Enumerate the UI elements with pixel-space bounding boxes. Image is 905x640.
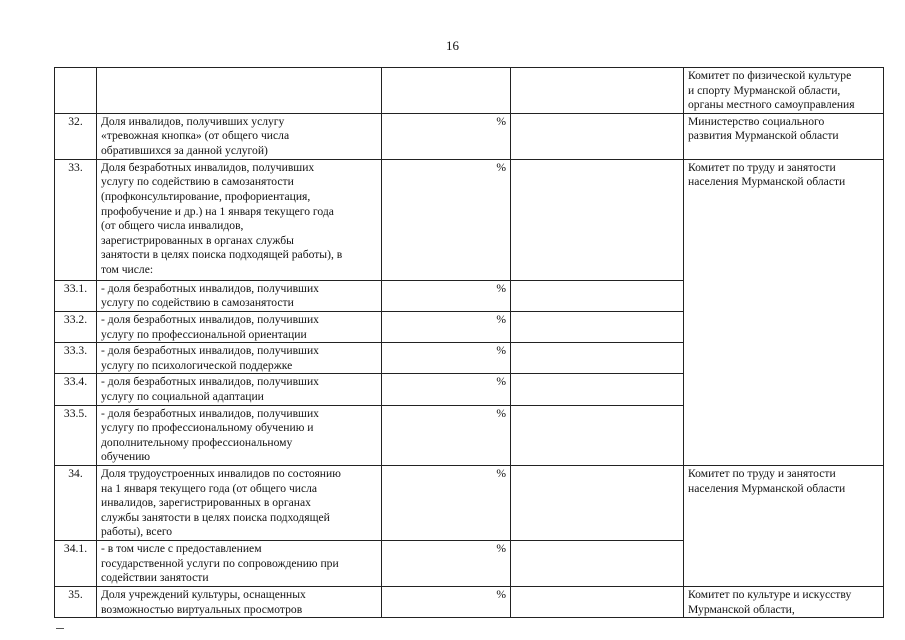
row-number: 32. bbox=[55, 113, 97, 159]
row-number: 33.4. bbox=[55, 374, 97, 405]
row-number: 33. bbox=[55, 159, 97, 280]
unit-cell: % bbox=[382, 465, 511, 540]
scan-mark bbox=[56, 628, 64, 629]
value-cell bbox=[511, 68, 684, 114]
row-number: 34.1. bbox=[55, 540, 97, 586]
responsible-organization: Комитет по физической культуре и спорту Мурманской области, органы местного самоуправления bbox=[684, 68, 884, 114]
indicator-description: - доля безработных инвалидов, получивших услугу по психологической поддержке bbox=[97, 343, 382, 374]
row-number: 33.1. bbox=[55, 280, 97, 311]
unit-cell: % bbox=[382, 374, 511, 405]
unit-cell: % bbox=[382, 586, 511, 617]
table-row bbox=[55, 586, 884, 617]
row-number: 33.5. bbox=[55, 405, 97, 465]
indicator-description: - доля безработных инвалидов, получивших услугу по социальной адаптации bbox=[97, 374, 382, 405]
value-cell bbox=[511, 540, 684, 586]
row-number bbox=[55, 68, 97, 114]
unit-cell: % bbox=[382, 343, 511, 374]
value-cell bbox=[511, 405, 684, 465]
value-cell bbox=[511, 159, 684, 280]
indicator-description: - в том числе с предоставлением государственной услуги по сопровождению при содействии занятости bbox=[97, 540, 382, 586]
value-cell bbox=[511, 465, 684, 540]
indicator-description: - доля безработных инвалидов, получивших услугу по содействию в самозанятости bbox=[97, 280, 382, 311]
responsible-organization: Комитет по труду и занятости населения Мурманской области bbox=[684, 159, 884, 465]
row-number: 35. bbox=[55, 586, 97, 617]
unit-cell: % bbox=[382, 113, 511, 159]
row-number: 33.2. bbox=[55, 311, 97, 342]
indicator-description: - доля безработных инвалидов, получивших услугу по профессиональной ориентации bbox=[97, 311, 382, 342]
unit-cell: % bbox=[382, 405, 511, 465]
indicator-description: Доля безработных инвалидов, получивших услугу по содействию в самозанятости (профконсультирование, профориентация, профобучение и др.) на 1 января текущего года (от общего числа инвалидов, зарегистрированных в органах службы занятости в целях поиска подходящей работы), в том числе: bbox=[97, 159, 382, 280]
value-cell bbox=[511, 311, 684, 342]
unit-cell bbox=[382, 68, 511, 114]
indicator-description: Доля трудоустроенных инвалидов по состоянию на 1 января текущего года (от общего числа инвалидов, зарегистрированных в органах службы занятости в целях поиска подходящей работы), всего bbox=[97, 465, 382, 540]
value-cell bbox=[511, 586, 684, 617]
row-number: 33.3. bbox=[55, 343, 97, 374]
table-row bbox=[55, 465, 884, 540]
indicator-description: Доля инвалидов, получивших услугу «тревожная кнопка» (от общего числа обратившихся за данной услугой) bbox=[97, 113, 382, 159]
responsible-organization: Комитет по труду и занятости населения Мурманской области bbox=[684, 465, 884, 586]
indicator-description bbox=[97, 68, 382, 114]
value-cell bbox=[511, 113, 684, 159]
indicator-description: - доля безработных инвалидов, получивших услугу по профессиональному обучению и дополнительному профессиональному обучению bbox=[97, 405, 382, 465]
row-number: 34. bbox=[55, 465, 97, 540]
indicators-table bbox=[54, 67, 884, 618]
responsible-organization: Министерство социального развития Мурманской области bbox=[684, 113, 884, 159]
unit-cell: % bbox=[382, 311, 511, 342]
table-row bbox=[55, 159, 884, 280]
value-cell bbox=[511, 374, 684, 405]
page-number: 16 bbox=[446, 38, 459, 53]
unit-cell: % bbox=[382, 159, 511, 280]
unit-cell: % bbox=[382, 540, 511, 586]
responsible-organization: Комитет по культуре и искусству Мурманской области, bbox=[684, 586, 884, 617]
indicator-description: Доля учреждений культуры, оснащенных возможностью виртуальных просмотров bbox=[97, 586, 382, 617]
value-cell bbox=[511, 280, 684, 311]
table-row bbox=[55, 113, 884, 159]
table-row bbox=[55, 68, 884, 114]
unit-cell: % bbox=[382, 280, 511, 311]
value-cell bbox=[511, 343, 684, 374]
